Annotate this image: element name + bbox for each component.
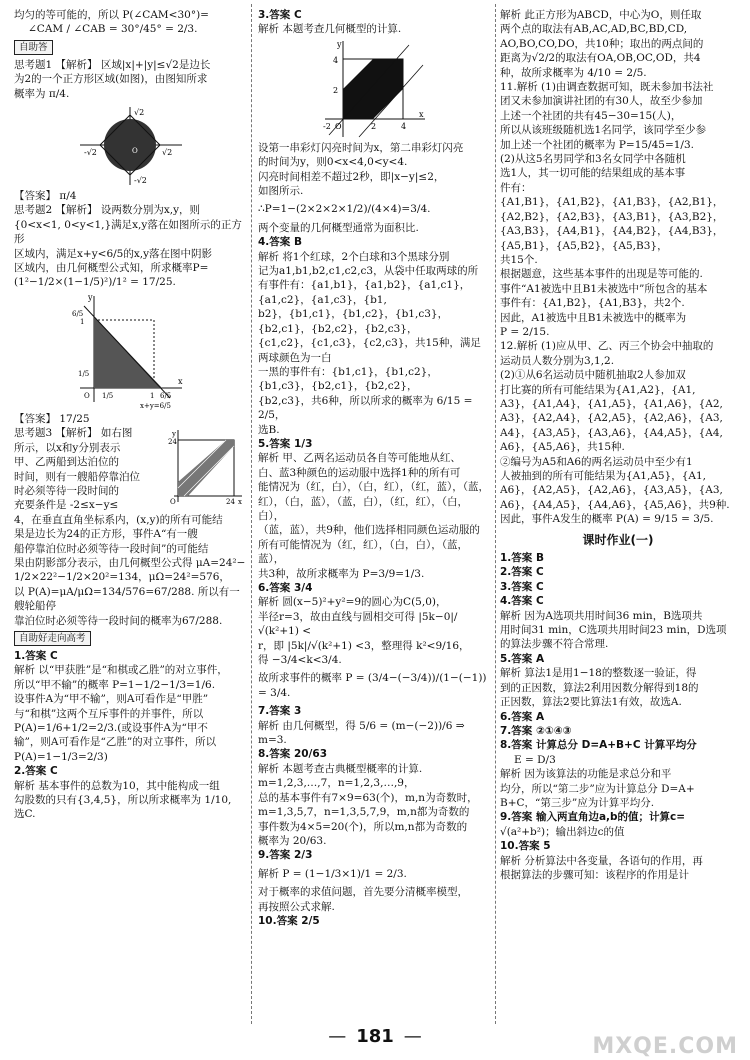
text-line: 靠泊位时必须等待一段时间的概率为67/288. [14,614,223,627]
fig-label: O [132,147,138,156]
text-line: 均匀的等可能的，所以 P(∠CAM<30°)= [14,9,209,21]
answer-line: 1.答案 B [500,552,544,565]
text-line: ∠CAM / ∠CAB = 30°/45° = 2/3. [28,23,198,36]
fig-label: 2 [333,85,339,95]
fig-label: 1 [80,317,85,326]
text-line: 解析 以“甲获胜”是“和棋或乙胜”的对立事件， [14,664,228,677]
section-title: 课时作业(一) [582,532,654,547]
answer-line: 3.答案 C [258,9,302,21]
text-line: 用时间31 min，C选项共用时间23 min，D选项 [500,624,727,637]
text-line: 【答案】 17/25 [14,412,90,425]
text-line: ②编号为A5和A6的两名运动员中至少有1 [500,455,693,468]
section-tag: 自助好走向高考 [14,631,91,646]
text-line: m=1,3,5,7，n=1,3,5,7,9，m,n都为奇数的 [258,806,470,819]
text-line: 甲、乙两船到达泊位的 [14,456,119,469]
text-line: {A2,B2}，{A2,B3}，{A3,B1}，{A3,B2}， [500,210,724,223]
text-line: A3}，{A1,A4}，{A1,A5}，{A1,A6}，{A2, [500,397,723,410]
fig-label: 4 [401,121,407,131]
text-line: 解析 本题考查古典概型概率的计算. [258,762,423,775]
answer-line: 5.答案 1/3 [258,437,313,450]
answer-line: 4.答案 B [258,236,302,249]
column-divider [251,4,252,1024]
text-line: {c1,c2}，{c1,c3}，{c2,c3}，共15种，满足两球颜色为一白 [258,337,481,364]
fig-label: y [88,292,93,302]
answer-line: 3.答案 C [500,580,544,593]
text-line: 解析 因为该算法的功能是求总分和平 [500,768,672,781]
formula-line: 解析 P = (1−1/3×1)/1 = 2/3. [258,867,407,880]
text-line: 1/2×22²−1/2×20²=134，μΩ=24²=576， [14,571,230,584]
text-line: 设事件A为“甲不输”，则A可看作是“甲胜” [14,693,209,706]
text-line: 解析 算法1是用1−18的整数逐一验证，得 [500,667,697,680]
text-line: 所以“甲不输”的概率 P=1−1/2−1/3=1/6. [14,678,216,691]
text-line: 均分，所以“第二步”应为计算总分 D=A+ [500,782,695,795]
answer-line: 9.答案 输入两直角边a,b的值；计算c= [500,811,686,824]
text-line: 【答案】 π/4 [14,190,77,203]
text-line: 白、蓝3种颜色的运动服中选择1种的所有可 [258,466,461,479]
text-line: AO,BO,CO,DO，共10种；取出的两点间的 [500,37,704,50]
column-divider [495,4,496,1024]
text-line: 团又未参加演讲社团的有30人，故至少参加 [500,95,703,108]
answer-line: 7.答案 3 [258,705,302,718]
text-line: 解析 因为A选项共用时间36 min，B选项共 [500,609,703,622]
answer-line: 2.答案 C [14,765,58,778]
fig-label: -2 [323,121,331,131]
text-line: 再按照公式求解. [258,900,335,913]
fig-label: -√2 [84,148,97,158]
fig-label: x [238,498,242,507]
text-line: 人被抽到的所有可能结果为{A1,A5}，{A1, [500,470,707,482]
text-line: 解析 由几何概型，得 5/6 = (m−(−2))/6 ⇒ m=3. [258,719,468,747]
text-line: 打比赛的所有可能结果为{A1,A2}，{A1, [500,383,696,396]
text-line: 概率为 20/63. [258,834,327,847]
fig-label: -√2 [134,176,147,186]
text-line: 区域内，满足x+y<6/5的x,y落在图中阴影 [14,247,213,260]
fig-label: 1/5 [78,369,90,378]
text-line: 的时间为y，则0<x<4,0<y<4. [258,156,408,169]
text-line: 解析 圆(x−5)²+y²=9的圆心为C(5,0)， [258,596,447,609]
text-line: 运动员人数分别为3,1,2. [500,354,615,367]
answer-line: 6.答案 A [500,710,545,723]
answer-line: 2.答案 C [500,566,544,579]
fig-label: O [170,498,176,507]
text-line: 船停靠泊位时必须等待一段时间”的可能结 [14,542,209,555]
text-line: 两个点的取法有AB,AC,AD,BC,BD,CD, [500,23,688,36]
text-line: 因此，事件A发生的概率 P(A) = 9/15 = 3/5. [500,513,714,526]
text-line: 所以从该班级随机选1名同学，该同学至少参 [500,124,707,137]
text-line: {0<x<1, 0<y<1,}满足x,y落在如图所示的正方形 [14,218,242,246]
text-line: 上述一个社团的共有45−30=15(人)， [500,109,682,122]
text-line: 到的正因数，算法2利用因数分解得到18的 [500,681,699,694]
text-line: 区域内，由几何概型公式知，所求概率P= [14,262,209,275]
formula-line: ∴P=1−(2×2×2×1/2)/(4×4)=3/4. [258,203,431,216]
text-line: P(A)=1/6+1/2=2/3.(或设事件A为“甲不 [14,722,208,734]
text-line: m=1,2,3,…,7，n=1,2,3,…,9， [258,777,415,790]
fig-label: 2 [371,121,377,131]
text-line: 果由阴影部分表示，由几何概型公式得 μA=24²− [14,556,246,569]
text-line: 输”，则A可看作是“乙胜”的对立事件，所以 [14,736,217,749]
fig-label: 1/5 [102,391,114,400]
text-line: 解析 将1个红球，2个白球和3个黑球分别 [258,250,450,263]
text-line: √(a²+b²)；输出斜边c的值 [500,825,625,838]
fig-label: 24 [168,438,177,447]
text-line: 红），（白，蓝），（蓝，白），（红，红），（白，白）， [258,495,468,522]
text-line: 共15个. [500,253,538,266]
text-line: 概率为 π/4. [14,87,70,100]
text-line: 事件有：{A1,B2}，{A1,B3}，共2个. [500,297,685,310]
text-line: 解析 基本事件的总数为10，其中能构成一组 [14,779,220,792]
text-line: 选C. [14,808,36,821]
answer-line: 8.答案 计算总分 D=A+B+C 计算平均分 [500,739,697,752]
answer-line: 9.答案 2/3 [258,849,313,862]
text-line: A4}，{A3,A5}，{A3,A6}，{A4,A5}，{A4, [500,426,723,439]
text-line: r，即 |5k|/√(k²+1) <3，整理得 k²<9/16， [258,639,470,652]
answer-line: 7.答案 ②①④③ [500,724,572,737]
fig-label: 4 [333,55,339,65]
text-line: 一黑的事件有：{b1,c1}，{b1,c2}，{b1,c3}，{b2,c1}，{b2,c2}， [258,365,438,393]
text-line: 如图所示. [258,185,304,198]
text-line: 思考题3 【解析】 如右图 [14,427,133,440]
text-line: 4，在垂直直角坐标系内，(x,y)的所有可能结 [14,513,223,526]
text-line: 选B. [258,423,280,436]
formula-line: E = D/3 [514,753,556,766]
answer-line: 10.答案 5 [500,840,551,853]
thinking-3-block [14,426,246,512]
text-line: B+C，“第三步”应为计算平均分. [500,796,655,809]
text-line: {A1,B1}，{A1,B2}，{A1,B3}，{A2,B1}， [500,196,724,209]
page-number-value: 181 [356,1026,394,1047]
text-line: 选1人，其一切可能的结果组成的基本事 [500,167,686,180]
text-line: 思考题2 【解析】 设两数分别为x,y，则 [14,204,201,217]
answer-line: 5.答案 A [500,652,545,665]
text-line: 解析 此正方形为ABCD，中心为O，则任取 [500,9,702,21]
text-line: (2)从这5名男同学和3名女同学中各随机 [500,153,686,166]
text-line: 思考题1 【解析】 区域|x|+|y|≤√2是边长 [14,58,211,71]
fig-label: x+y=6/5 [140,401,171,410]
text-line: 解析 分析算法中各变量，各语句的作用，再 [500,854,703,867]
text-line: A6}，{A2,A5}，{A2,A6}，{A3,A5}，{A3, [500,484,723,497]
text-line: （蓝，蓝），共9种，他们选择相同颜色运动服的 [258,524,480,537]
answer-line: 8.答案 20/63 [258,748,328,761]
answer-line: 10.答案 2/5 [258,914,320,927]
text-line: 解析 甲、乙两名运动员各自等可能地从红、 [258,452,461,465]
text-line: 勾股数的只有{3,4,5}，所以所求概率为 1/10, [14,794,232,807]
text-line: 所有可能情况为（红，红），（白，白），（蓝，蓝）， [258,538,468,566]
text-line: P = 2/15. [500,325,550,338]
fig-label: y [337,39,342,49]
answer-line: 4.答案 C [500,595,544,608]
text-line: A6}，{A4,A5}，{A4,A6}，{A5,A6}，共9种. [500,498,730,511]
fig-label: 6/5 [72,309,84,318]
fig-label: √2 [162,148,173,158]
text-line: 事件“A1被选中且B1未被选中”所包含的基本 [500,282,708,295]
text-line: 为2的一个正方形区域(如图)，由图知所求 [14,73,208,86]
answer-line: 1.答案 C [14,649,58,662]
text-line: 设第一串彩灯闪亮时间为x，第二串彩灯闪亮 [258,141,464,154]
text-line: 对于概率的求值问题，首先要分清概率模型， [258,886,468,899]
text-line: 所示，以x和y分别表示 [14,441,121,454]
ship-figure [168,428,244,506]
column-1 [14,8,246,822]
text-line: 因此，A1被选中且B1未被选中的概率为 [500,311,687,324]
text-line: 有事件有：{a1,b1}，{a1,b2}，{a1,c1}，{a1,c2}，{a1,c3}，{b1, [258,279,471,306]
text-line: {A5,B1}，{A5,B2}，{A5,B3}， [500,239,668,252]
fig-label: O [335,121,342,131]
fig-label: x [178,376,183,386]
text-line: 的算法步骤不符合常理. [500,638,609,651]
text-line: 两个变量的几何概型通常为面积比. [258,221,419,234]
text-line: 半径r=3，故由直线与圆相交可得 |5k−0|/√(k²+1) < [258,610,458,638]
text-line: 得 −3/4<k<3/4. [258,654,342,667]
text-line: 根据算法的步骤可知：该程序的作用是计 [500,868,689,881]
fig-label: 24 [226,498,235,507]
column-2 [258,8,490,928]
text-line: 种，故所求概率为 4/10 = 2/5. [500,66,647,79]
fig-label: √2 [134,108,145,118]
circle-square-figure [70,103,190,187]
text-line: 充要条件是 -2≤x−y≤ [14,499,119,512]
text-line: 闪亮时间相差不超过2秒，即|x−y|≤2， [258,170,445,183]
text-line: {A3,B3}，{A4,B1}，{A4,B2}，{A4,B3}， [500,225,724,238]
text-line: 11.解析 (1)由调查数据可知，既未参加书法社 [500,81,714,94]
formula-line: 故所求事件的概率 P = (3/4−(−3/4))/(1−(−1)) = 3/4. [258,672,490,699]
column-3 [500,8,736,882]
answer-line: 6.答案 3/4 [258,582,313,594]
fig-label: O [84,391,90,400]
text-line: 总的基本事件有7×9=63(个)，m,n为奇数时， [258,791,478,804]
fig-label: 1 [150,391,155,400]
text-line: {b2,c3}，共6种，所以所求的概率为 6/15 = 2/5， [258,394,476,422]
text-line: P(A)=1−1/3=2/3) [14,750,108,763]
fig-label: y [172,430,176,439]
section-tag: 自助答 [14,40,53,55]
watermark: MXQE.COM [592,1033,738,1059]
text-line: 时必须等待一段时间的 [14,484,119,497]
text-line: A3}，{A2,A4}，{A2,A5}，{A2,A6}，{A3, [500,412,723,425]
text-line: 件有： [500,181,532,194]
text-line: 记为a1,b1,b2,c1,c2,c3，从袋中任取两球的所 [258,265,479,278]
text-line: 加上述一个社团的概率为 P=15/45=1/3. [500,138,694,151]
text-line: 与“和棋”这两个互斥事件的并事件，所以 [14,707,204,720]
text-line: 共3种，故所求概率为 P=3/9=1/3. [258,567,425,580]
text-line: 12.解析 (1)应从甲、乙、丙三个协会中抽取的 [500,340,714,353]
text-line: 事件数为4×5=20(个)，所以m,n都为奇数的 [258,820,468,833]
text-line: 距离为√2/2的取法有OA,OB,OC,OD，共4 [500,52,701,65]
text-line: 根据题意，这些基本事件的出现是等可能的. [500,268,703,281]
triangle-region-figure [70,292,190,410]
text-line: 能情况为（红，白），（白，红），（红，蓝），（蓝， [258,481,489,494]
fig-label: x [419,109,424,119]
text-line: 正因数，算法2要比算法1有效，故选A. [500,696,682,709]
text-line: 果是边长为24的正方形，事件A“有一艘 [14,528,198,541]
fig-label: 6/5 [160,391,172,400]
text-line: A6}，{A5,A6}，共15种. [500,441,625,454]
flash-time-figure [319,39,429,139]
page-number: — 181 — [328,1026,422,1047]
text-line: 解析 本题考查几何概型的计算. [258,23,402,36]
text-line: 时间，则有一艘船停靠泊位 [14,470,140,483]
text-line: 以 P(A)=μA/μΩ=134/576=67/288. 所以有一艘轮船停 [14,585,240,613]
text-line: b2}，{b1,c1}，{b1,c2}，{b1,c3}，{b2,c1}，{b2,c2}，{b2,c3}， [258,308,449,335]
text-line: (1²−1/2×(1−1/5)²)/1² = 17/25. [14,276,176,289]
text-line: (2)①从6名运动员中随机抽取2人参加双 [500,369,686,382]
